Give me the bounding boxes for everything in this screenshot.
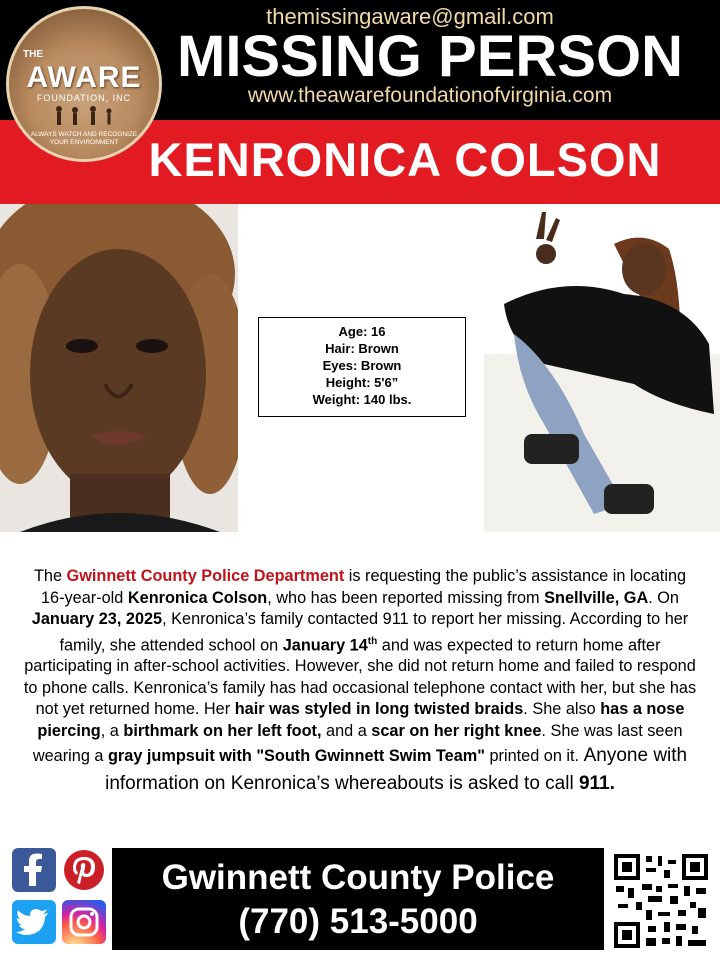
logo-the-text: THE — [23, 49, 43, 60]
police-agency-name: Gwinnett County Police — [161, 858, 555, 897]
pinterest-icon[interactable] — [62, 848, 106, 892]
logo-foundation-text: FOUNDATION, INC — [36, 93, 132, 103]
facebook-icon[interactable] — [12, 848, 56, 892]
portrait-photo — [0, 204, 238, 532]
instagram-icon[interactable] — [62, 900, 106, 944]
police-contact-block — [112, 848, 604, 950]
age-field: Age: 16 — [338, 324, 386, 339]
qr-code-icon — [612, 852, 710, 950]
physical-description-box — [258, 317, 466, 417]
qr-code[interactable] — [612, 852, 710, 950]
full-body-photo — [484, 204, 720, 532]
twitter-icon[interactable] — [12, 900, 56, 944]
case-description: The Gwinnett County Police Department is requesting the public’s assistance in locating 16-year-old Kenronica Colson, who has been reported missing from Snellville, GA. On January 23, 2025, Kenronica’s family contacted 911 to report her missing. According to her family, she attended school on January 14th and was expected to return home after participating in after-school activities. However, she did not return home and failed to respond to phone calls. Kenronica’s family has had occasional telephone contact with her, but she has not yet returned home. Her hair was styled in long twisted braids. She also has a nose piercing, a birthmark on her left foot, and a scar on her right knee. She was last seen wearing a gray jumpsuit with "South Gwinnett Swim Team" printed on it. Anyone with information on Kenronica’s whereabouts is asked to call 911. — [23, 567, 697, 795]
eyes-field: Eyes: Brown — [322, 358, 402, 373]
hair-description: hair was styled in long twisted braids — [234, 700, 524, 719]
weight-field: Weight: 140 lbs. — [312, 392, 412, 407]
agency-name: Gwinnett County Police Department — [66, 567, 345, 585]
police-phone-number[interactable]: (770) 513-5000 — [238, 902, 478, 941]
portrait-illustration — [0, 204, 238, 532]
clothing-description: gray jumpsuit with "South Gwinnett Swim Team" — [107, 747, 485, 766]
page-title: MISSING PERSON — [177, 24, 683, 89]
social-icons — [12, 848, 108, 948]
school-date: January 14 — [282, 635, 368, 654]
report-date: January 23, 2025 — [31, 610, 163, 628]
aware-foundation-logo — [6, 6, 162, 162]
missing-person-name: KENRONICA COLSON — [148, 133, 662, 186]
piercing-description: has a nose piercing — [37, 700, 685, 740]
website-url[interactable]: www.theawarefoundationofvirginia.com — [247, 84, 613, 107]
full-body-illustration — [484, 204, 720, 532]
hair-field: Hair: Brown — [325, 341, 399, 356]
contact-email[interactable]: themissingaware@gmail.com — [266, 4, 554, 29]
call-number: 911. — [578, 773, 615, 795]
logo-tagline: ALWAYS WATCH AND RECOGNIZE YOUR ENVIRONMENT — [30, 131, 138, 146]
logo-aware-text: AWARE — [26, 61, 142, 94]
birthmark-description: birthmark on her left foot, — [123, 721, 322, 740]
height-field: Height: 5'6” — [325, 375, 399, 390]
location: Snellville, GA — [544, 588, 649, 607]
call-to-action: Anyone with information on Kenronica’s whereabouts is asked to call — [105, 745, 688, 795]
person-name-inline: Kenronica Colson — [127, 588, 268, 607]
scar-description: scar on her right knee — [371, 721, 542, 740]
logo-figures-icon — [49, 105, 125, 127]
